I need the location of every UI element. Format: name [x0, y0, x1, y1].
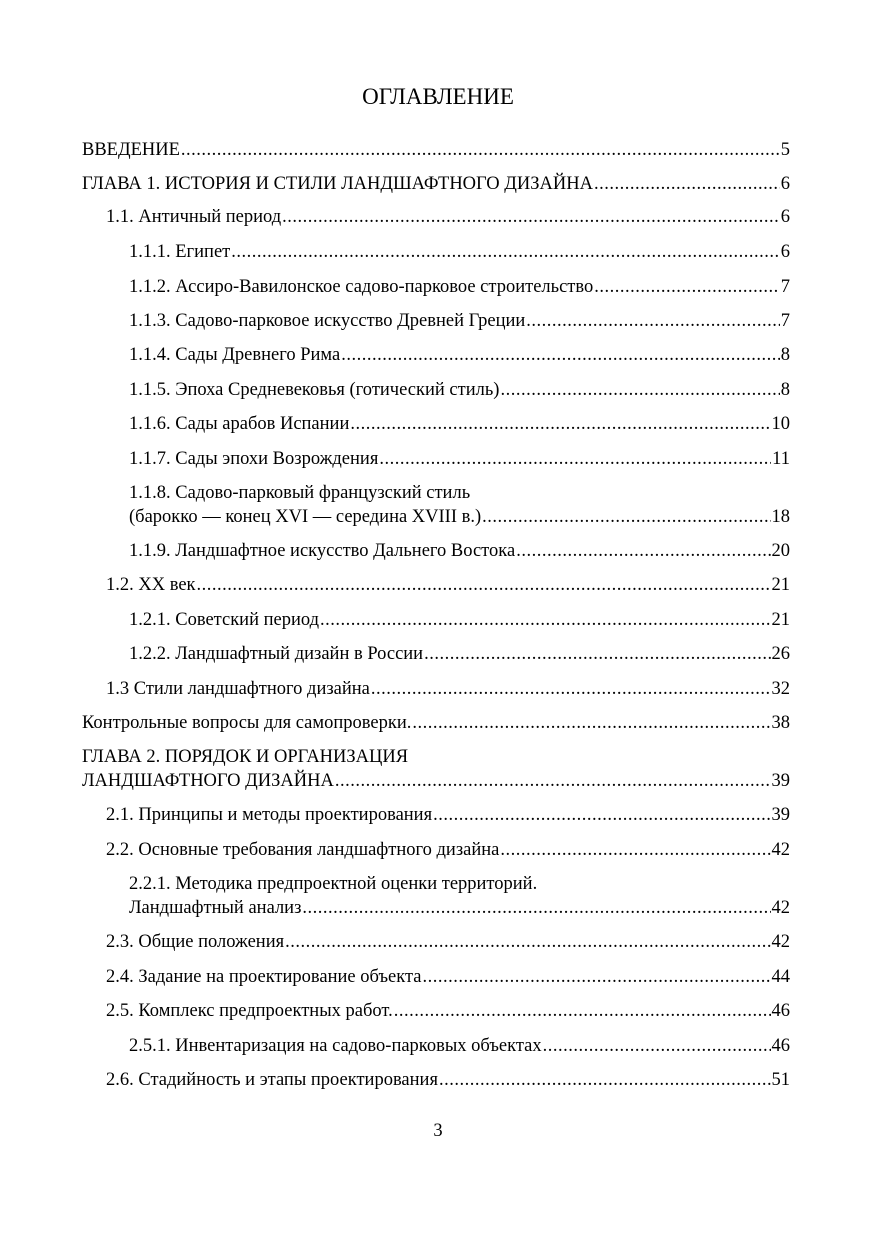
toc-entry-page: 21 — [771, 575, 790, 595]
toc-entry-title-line1: ГЛАВА 2. ПОРЯДОК И ОРГАНИЗАЦИЯ — [82, 747, 409, 767]
toc-entry-title: 1.3 Стили ландшафтного дизайна — [106, 679, 370, 699]
toc-entry — [82, 172, 790, 196]
toc-entry — [106, 999, 790, 1023]
toc-entry — [106, 677, 790, 701]
toc-entry-page: 6 — [780, 207, 790, 227]
toc-entry — [129, 872, 790, 920]
toc-leader-dots — [433, 803, 770, 827]
toc-entry-title: Контрольные вопросы для самопроверки. — [82, 713, 412, 733]
toc-entry-title: Ландшафтный анализ — [129, 898, 302, 918]
toc-entry-page: 6 — [780, 174, 790, 194]
toc-leader-dots — [394, 999, 771, 1023]
toc-entry-title: 1.2.1. Советский период — [129, 610, 320, 630]
toc-entry — [129, 1034, 790, 1058]
toc-entry-page: 44 — [771, 967, 790, 987]
toc-entry — [106, 1068, 790, 1092]
toc-entry — [129, 608, 790, 632]
toc-leader-dots — [412, 711, 770, 735]
toc-entry-page: 11 — [772, 449, 790, 469]
toc-leader-dots — [302, 896, 770, 920]
toc-leader-dots — [350, 412, 770, 436]
toc-entry-page: 42 — [771, 932, 790, 952]
toc-entry — [82, 711, 790, 735]
toc-entry — [129, 539, 790, 563]
toc-entry-title: 1.1.9. Ландшафтное искусство Дальнего Востока — [129, 541, 516, 561]
toc-entry-page: 5 — [780, 140, 790, 160]
toc-entry-title: 2.1. Принципы и методы проектирования — [106, 805, 433, 825]
toc-leader-dots — [424, 642, 770, 666]
toc-leader-dots — [181, 138, 780, 162]
toc-entry-page: 46 — [771, 1001, 790, 1021]
toc-entry-page: 10 — [771, 414, 790, 434]
toc-entry — [106, 930, 790, 954]
toc-entry-title: 1.1.1. Египет — [129, 242, 231, 262]
toc-entry-page: 21 — [771, 610, 790, 630]
toc-entry — [106, 965, 790, 989]
page-number: 3 — [433, 1121, 443, 1141]
toc-entry-title-line1: 1.1.8. Садово-парковый французский стиль — [129, 483, 471, 503]
toc-entry-title-line1: 2.2.1. Методика предпроектной оценки территорий. — [129, 874, 538, 894]
toc-entry-title: 1.1.3. Садово-парковое искусство Древней Греции — [129, 311, 526, 331]
toc-entry-page: 38 — [771, 713, 790, 733]
toc-leader-dots — [335, 769, 771, 793]
toc-entry — [129, 642, 790, 666]
toc-leader-dots — [594, 275, 780, 299]
toc-entry-title: 2.3. Общие положения — [106, 932, 285, 952]
toc-entry-title: 2.5.1. Инвентаризация на садово-парковых объектах — [129, 1036, 542, 1056]
toc-entry-title: 2.2. Основные требования ландшафтного дизайна — [106, 840, 500, 860]
toc-entry-title: 1.1.7. Сады эпохи Возрождения — [129, 449, 379, 469]
toc-entry — [106, 803, 790, 827]
toc-entry — [129, 309, 790, 333]
page-title: ОГЛАВЛЕНИЕ — [362, 84, 514, 109]
toc-entry-page: 8 — [780, 345, 790, 365]
toc-entry-title: 1.1.6. Сады арабов Испании — [129, 414, 350, 434]
toc-leader-dots — [423, 965, 771, 989]
toc-entry-page: 26 — [771, 644, 790, 664]
toc-leader-dots — [371, 677, 771, 701]
toc-leader-dots — [526, 309, 779, 333]
toc-entry — [129, 412, 790, 436]
toc-leader-dots — [500, 838, 770, 862]
toc-entry — [82, 138, 790, 162]
toc-entry-page: 6 — [780, 242, 790, 262]
toc-entry-page: 46 — [771, 1036, 790, 1056]
toc-leader-dots — [543, 1034, 771, 1058]
toc-entry-title: 1.2. XX век — [106, 575, 196, 595]
toc-entry-title: (барокко — конец XVI — середина XVIII в.) — [129, 507, 482, 527]
toc-entry — [129, 343, 790, 367]
toc-entry-page: 42 — [771, 898, 790, 918]
toc-entry — [106, 205, 790, 229]
toc-entry-page: 7 — [780, 311, 790, 331]
toc-leader-dots — [197, 573, 771, 597]
toc-entry-title: 1.2.2. Ландшафтный дизайн в России — [129, 644, 424, 664]
toc-entry-title: 2.4. Задание на проектирование объекта — [106, 967, 422, 987]
toc-entry-title: ГЛАВА 1. ИСТОРИЯ И СТИЛИ ЛАНДШАФТНОГО ДИЗАЙНА — [82, 174, 593, 194]
toc-leader-dots — [320, 608, 770, 632]
toc-leader-dots — [594, 172, 780, 196]
toc-entry-title: ВВЕДЕНИЕ — [82, 140, 180, 160]
toc-entry-title: 1.1.4. Сады Древнего Рима — [129, 345, 341, 365]
toc-leader-dots — [341, 343, 780, 367]
toc-entry-title: 1.1.2. Ассиро-Вавилонское садово-парковое строительство — [129, 277, 594, 297]
toc-leader-dots — [482, 505, 770, 529]
toc-entry-title: ЛАНДШАФТНОГО ДИЗАЙНА — [82, 771, 334, 791]
toc-entry-page: 51 — [771, 1070, 790, 1090]
toc-entry-page: 39 — [771, 771, 790, 791]
toc-entry-page: 18 — [771, 507, 790, 527]
toc-leader-dots — [439, 1068, 771, 1092]
toc-entry-page: 7 — [780, 277, 790, 297]
toc-entry-page: 42 — [771, 840, 790, 860]
toc-leader-dots — [285, 930, 770, 954]
toc-entry — [82, 745, 790, 793]
toc-entry-title: 2.6. Стадийность и этапы проектирования — [106, 1070, 438, 1090]
toc-leader-dots — [500, 378, 779, 402]
toc-entry — [106, 838, 790, 862]
toc-entry-page: 32 — [771, 679, 790, 699]
toc-leader-dots — [516, 539, 770, 563]
toc-entry — [106, 573, 790, 597]
toc-entry-title: 1.1.5. Эпоха Средневековья (готический стиль) — [129, 380, 500, 400]
toc-entry-page: 20 — [771, 541, 790, 561]
toc-entry-title: 1.1. Античный период — [106, 207, 282, 227]
toc-leader-dots — [282, 205, 780, 229]
toc-entry-page: 8 — [780, 380, 790, 400]
toc-entry — [129, 240, 790, 264]
toc-entry — [129, 447, 790, 471]
toc-entry — [129, 378, 790, 402]
toc-leader-dots — [231, 240, 780, 264]
toc-leader-dots — [379, 447, 771, 471]
toc-entry — [129, 481, 790, 529]
toc-entry-title: 2.5. Комплекс предпроектных работ. — [106, 1001, 393, 1021]
toc-entry — [129, 275, 790, 299]
toc-entry-page: 39 — [771, 805, 790, 825]
